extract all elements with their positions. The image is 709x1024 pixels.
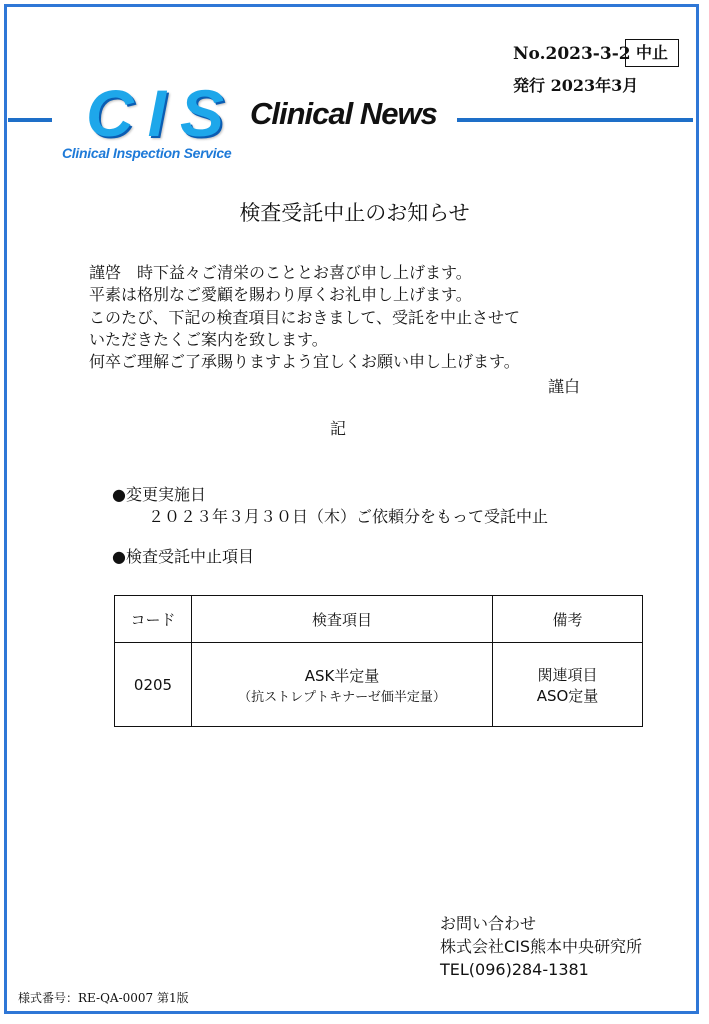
discontinued-items-table [114,595,643,727]
header-rule-left [8,118,52,122]
greeting-paragraph [89,262,609,373]
item-name: ASK半定量 [304,666,380,685]
table-header-row [115,596,643,643]
greeting-line: いただきたくご案内を致します。 [89,329,328,349]
header-rule-right [457,118,693,122]
table-row [115,643,643,727]
closing-word: 謹白 [548,377,581,396]
greeting-line: このたび、下記の検査項目におきまして、受託を中止させて [89,307,521,327]
status-badge: 中止 [625,39,679,67]
header-item: 検査項目 [192,596,493,643]
items-heading: ●検査受託中止項目 [112,547,254,566]
logo-tagline: Clinical Inspection Service [62,145,232,161]
cell-remarks [493,643,643,727]
remarks-line: ASO定量 [536,686,599,705]
contact-block [440,912,642,981]
remarks-line: 関連項目 [537,665,598,684]
header-code: コード [115,596,192,643]
cis-logo: CIS [86,76,239,150]
contact-label: お問い合わせ [440,914,537,933]
item-detail: （抗ストレプトキナーゼ価半定量） [238,689,446,705]
greeting-line: 謹啓 時下益々ご清栄のこととお喜び申し上げます。 [89,263,472,282]
contact-company: 株式会社CIS熊本中央研究所 [440,937,643,956]
newsletter-title: Clinical News [250,96,437,131]
effective-date-heading: ●変更実施日 [112,485,206,504]
contact-tel: TEL(096)284-1381 [440,960,589,979]
issue-date: 発行 2023年3月 [513,76,639,95]
form-number: 様式番号：RE-QA-0007 第1版 [18,991,189,1005]
ki-mark: 記 [330,419,347,438]
effective-date-text: ２０２３年３月３０日（木）ご依頼分をもって受託中止 [148,507,549,526]
header-remarks: 備考 [493,596,643,643]
cell-code: 0205 [115,643,192,727]
document-title: 検査受託中止のお知らせ [239,201,470,225]
cell-item [192,643,493,727]
greeting-line: 平素は格別なご愛顧を賜わり厚くお礼申し上げます。 [89,285,472,305]
issue-number: No.2023-3-2 [513,44,631,64]
greeting-line: 何卒ご理解ご了承賜りますよう宜しくお願い申し上げます。 [89,352,520,372]
